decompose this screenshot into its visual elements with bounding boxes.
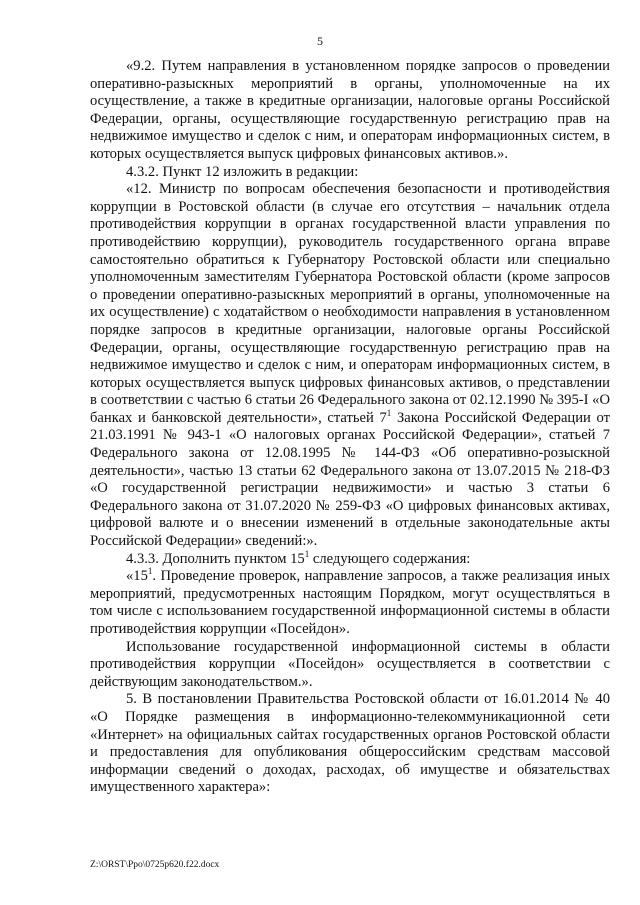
paragraph-12-text-b: Закона Российской Федерации от 21.03.1991 № 943-1 «О налоговых органах Российской Федерации», статьей 7 Федерального закона от 12.08.1995 № 144-ФЗ «Об оперативно-розыскной деятельности», частью 13 статьи 62 Федерального закона от 13.07.2015 № 218-ФЗ «О государственной регистрации недвижимости» и частью 3 статьи 6 Федерального закона от 31.07.2020 № 259-ФЗ «О цифровых финансовых активах, цифровой валюте и о внесении изменений в отдельные законодательные акты Российской Федерации» сведений:». xyxy=(90,409,610,550)
paragraph-5: 5. В постановлении Правительства Ростовской области от 16.01.2014 № 40 «О Порядке размещения в информационно-телекоммуникационной сети «Интернет» на официальных сайтах государственных органов Ростовской области и предоставления для опубликования общероссийским средствам массовой информации сведений о доходах, расходах, об имуществе и обязательствах имущественного характера»: xyxy=(90,691,610,796)
superscript-point-b: 1 xyxy=(147,566,153,577)
superscript-point-a: 1 xyxy=(304,548,310,559)
paragraph-4-3-2: 4.3.2. Пункт 12 изложить в редакции: xyxy=(126,163,359,180)
superscript-article: 1 xyxy=(386,408,392,419)
paragraph-15-1 xyxy=(90,568,610,638)
document-body xyxy=(90,58,610,797)
footer-file-path: Z:\ORST\Ppo\0725p620.f22.docx xyxy=(90,860,220,870)
paragraph-poseidon: Использование государственной информационной системы в области противодействия коррупции «Посейдон» осуществляется в соответствии с действующим законодательством.». xyxy=(90,638,610,690)
paragraph-15-1-text-b: . Проведение проверок, направление запросов, а также реализация иных мероприятий, предусмотренных настоящим Порядком, могут осуществляться в том числе с использованием государственной информационной системы в области противодействия коррупции «Посейдон». xyxy=(90,568,610,637)
paragraph-4-3-3-text-b: следующего содержания: xyxy=(312,550,471,567)
paragraph-15-1-text-a: «15 xyxy=(126,568,148,585)
paragraph-9-2: «9.2. Путем направления в установленном порядке запросов о проведении оперативно-разыскных мероприятий в органы, уполномоченные на их осуществление, а также в кредитные организации, налоговые органы Российской Федерации, органы, осуществляющие государственную регистрацию прав на недвижимое имущество и сделок с ним, и операторам информационных систем, в которых осуществляется выпуск цифровых финансовых активов.». xyxy=(90,58,610,162)
paragraph-4-3-3-text-a: 4.3.3. Дополнить пунктом 15 xyxy=(126,550,305,567)
page-number: 5 xyxy=(317,34,323,48)
paragraph-12 xyxy=(90,181,610,550)
paragraph-4-3-3 xyxy=(90,548,610,569)
paragraph-12-text-a: «12. Министр по вопросам обеспечения безопасности и противодействия коррупции в Ростовской области (в случае его отсутствия – начальник отдела противодействия коррупции в органах государственной власти управления по противодействию коррупции), руководитель государственного органа вправе самостоятельно обратиться к Губернатору Ростовской области или специально уполномоченным заместителям Губернатора Ростовской области (кроме запросов о проведении оперативно-разыскных мероприятий в органы, уполномоченные на их осуществление) с ходатайством о необходимости направления в установленном порядке запросов в кредитные организации, налоговые органы Российской Федерации, органы, осуществляющие государственную регистрацию прав на недвижимое имущество и сделок с ним, и операторам информационных систем, в которых осуществляется выпуск цифровых финансовых активов, о представлении в соответствии с частью 6 статьи 26 Федерального закона от 02.12.1990 № 395-I «О банках и банковской деятельности», статьей 7 xyxy=(90,181,610,426)
